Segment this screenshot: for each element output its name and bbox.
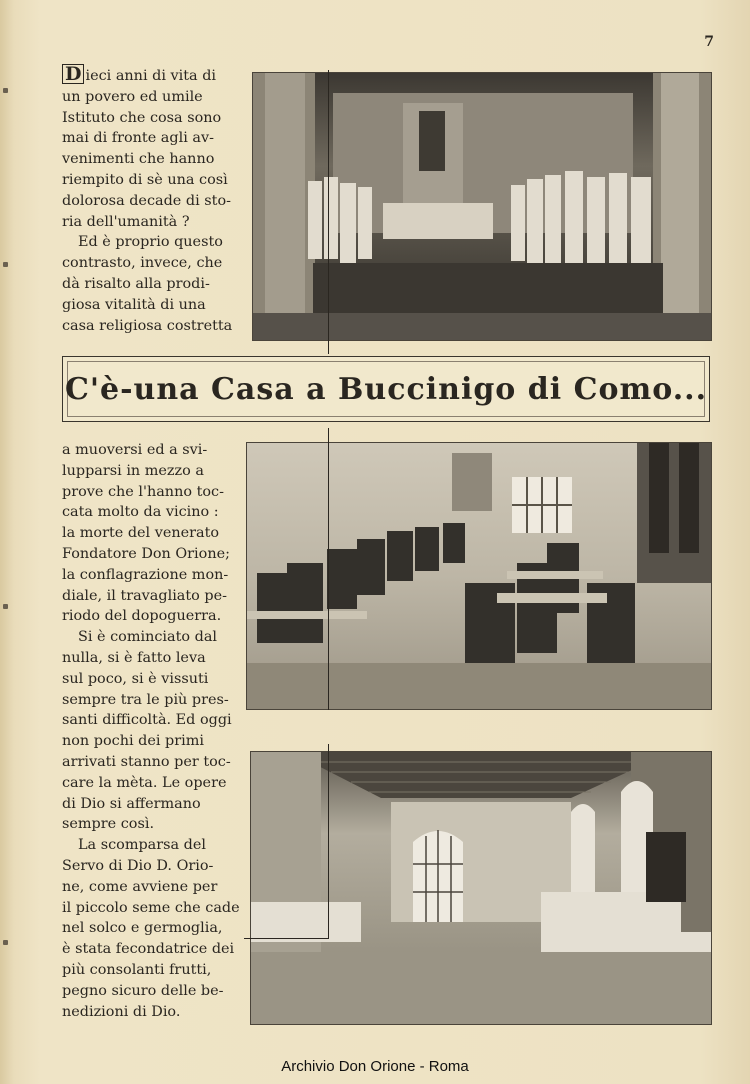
text-line-content: Istituto che cosa sono [62,109,222,126]
text-line-content: di Dio si affermano [62,795,201,812]
binding-mark [3,940,8,945]
text-line-content: Ed è proprio questo [78,234,223,251]
text-line-content: Servo di Dio D. Orio- [62,857,214,874]
text-line [62,877,232,898]
text-line-content: riodo del dopoguerra. [62,608,222,625]
text-line [62,232,230,253]
guide-line [328,428,329,710]
binding-mark [3,262,8,267]
text-line-content: casa religiosa costretta [62,317,233,334]
dormitory-photo [250,751,712,1025]
text-line [62,87,230,108]
text-line [62,212,230,233]
text-line-content: non pochi dei primi [62,733,205,750]
text-line-content: contrasto, invece, che [62,255,223,272]
text-line [62,960,232,981]
text-line [62,565,232,586]
text-line-content: santi difficoltà. Ed oggi [62,712,232,729]
article-title-box [62,356,710,422]
text-line [62,773,232,794]
text-line-content: sul poco, si è vissuti [62,670,209,687]
text-line-content: sempre così. [62,816,155,833]
text-line-content: arrivati stanno per toc- [62,753,231,770]
text-line [62,170,230,191]
text-line-content: la morte del venerato [62,525,220,542]
text-line [62,128,230,149]
text-line [62,1002,232,1023]
text-line [62,108,230,129]
text-line [62,461,232,482]
article-title: C'è-una Casa a Buccinigo di Como... [64,371,708,407]
text-line [62,794,232,815]
text-line [62,440,232,461]
text-line [62,981,232,1002]
text-line [62,191,230,212]
text-line-content: pegno sicuro delle be- [62,982,224,999]
text-line-content: nulla, si è fatto leva [62,649,206,666]
text-line [62,856,232,877]
text-line [62,316,233,337]
text-line-content: care la mèta. Le opere [62,774,227,791]
text-line-content: è stata fecondatrice dei [62,941,235,958]
text-line [62,482,232,503]
article-body-column [62,440,240,1022]
text-line-content: dà risalto alla prodi- [62,275,210,292]
text-line-content: più consolanti frutti, [62,961,212,978]
text-line-content: venimenti che hanno [62,151,215,168]
text-line-content: cata molto da vicino : [62,504,219,521]
text-line-content: diale, il travagliato pe- [62,587,228,604]
text-line [62,939,235,960]
text-line [62,502,232,523]
text-line [62,918,232,939]
guide-line [244,938,328,939]
article-intro-column [62,63,233,336]
text-line-content: ieci anni di vita di [85,68,217,84]
chapel-photo [252,72,712,341]
text-line-content: lupparsi in mezzo a [62,462,204,479]
text-line [62,295,230,316]
text-line [62,669,232,690]
text-line-content: La scomparsa del [78,837,207,854]
text-line [62,627,232,648]
text-line [62,64,230,87]
archive-footer: Archivio Don Orione - Roma [281,1058,469,1075]
guide-line [328,70,329,354]
binding-mark [3,604,8,609]
text-line [62,835,232,856]
text-line-content: prove che l'hanno toc- [62,483,224,500]
text-line [62,149,230,170]
text-line [62,253,230,274]
text-line [62,690,232,711]
text-line [62,731,232,752]
text-line [62,606,232,627]
text-line-content: un povero ed umile [62,88,203,105]
text-line-content: riempito di sè una così [62,171,228,188]
text-line [62,898,240,919]
page-number: 7 [704,34,714,50]
text-line-content: ria dell'umanità ? [62,213,190,230]
guide-line [328,744,329,939]
text-line-content: nedizioni di Dio. [62,1003,181,1020]
text-line [62,586,232,607]
text-line-content: Si è cominciato dal [78,629,218,646]
text-line-content: ne, come avviene per [62,878,218,895]
text-line [62,523,232,544]
text-line-content: mai di fronte agli av- [62,130,214,147]
text-line-content: sempre tra le più pres- [62,691,229,708]
drop-cap: D [62,64,84,84]
text-line [62,710,232,731]
text-line-content: nel solco e germoglia, [62,920,223,937]
binding-mark [3,88,8,93]
text-line [62,274,230,295]
text-line-content: dolorosa decade di sto- [62,192,231,209]
study-hall-photo [246,442,712,710]
text-line [62,648,232,669]
text-line-content: la conflagrazione mon- [62,566,229,583]
text-line-content: giosa vitalità di una [62,296,206,313]
text-line-content: a muoversi ed a svi- [62,442,208,458]
text-line-content: Fondatore Don Orione; [62,545,230,562]
text-line [62,752,232,773]
text-line-content: il piccolo seme che cade [62,899,240,916]
text-line [62,814,232,835]
text-line [62,544,232,565]
